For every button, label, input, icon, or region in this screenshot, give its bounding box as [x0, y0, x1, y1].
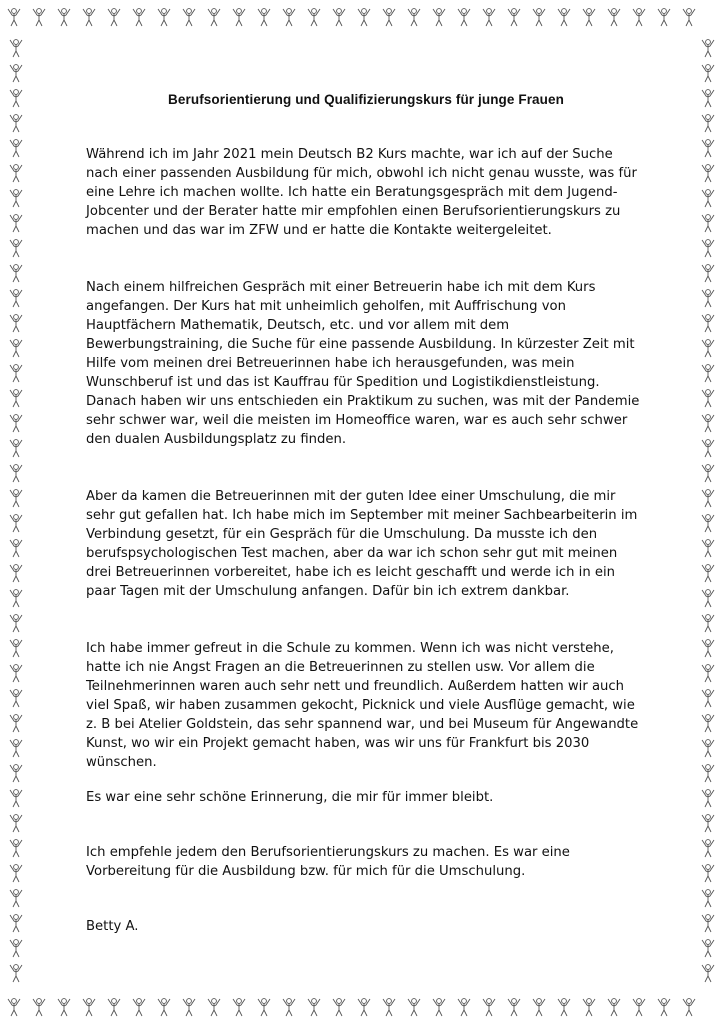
cheering-figure-icon: [702, 165, 714, 182]
cheering-figure-icon: [583, 999, 595, 1016]
cheering-figure-icon: [10, 865, 22, 882]
cheering-figure-icon: [702, 615, 714, 632]
cheering-figure-icon: [702, 115, 714, 132]
cheering-figure-icon: [10, 40, 22, 57]
cheering-figure-icon: [702, 490, 714, 507]
cheering-figure-icon: [702, 215, 714, 232]
cheering-figure-icon: [583, 9, 595, 26]
cheering-figure-icon: [10, 265, 22, 282]
cheering-figure-icon: [10, 615, 22, 632]
cheering-figure-icon: [183, 999, 195, 1016]
cheering-figure-icon: [702, 365, 714, 382]
cheering-figure-icon: [0, 0, 724, 34]
cheering-figure-icon: [10, 790, 22, 807]
cheering-figure-icon: [183, 9, 195, 26]
cheering-figure-icon: [10, 390, 22, 407]
cheering-figure-icon: [83, 999, 95, 1016]
cheering-figure-icon: [702, 765, 714, 782]
cheering-figure-icon: [10, 840, 22, 857]
cheering-figure-icon: [702, 540, 714, 557]
cheering-figure-icon: [83, 9, 95, 26]
cheering-figure-icon: [508, 999, 520, 1016]
cheering-figure-icon: [533, 9, 545, 26]
cheering-figure-icon: [10, 465, 22, 482]
cheering-figure-icon: [333, 999, 345, 1016]
cheering-figure-icon: [633, 9, 645, 26]
cheering-figure-icon: [10, 715, 22, 732]
cheering-figure-icon: [333, 9, 345, 26]
cheering-figure-icon: [133, 999, 145, 1016]
cheering-figure-icon: [702, 290, 714, 307]
cheering-figure-icon: [10, 690, 22, 707]
cheering-figure-icon: [10, 90, 22, 107]
cheering-figure-icon: [108, 999, 120, 1016]
paragraph-6: Ich empfehle jedem den Berufsorientierungskurs zu machen. Es war eine Vorbereitung für die Ausbildung bzw. für mich für die Umschulung.: [86, 845, 570, 879]
cheering-figure-icon: [10, 915, 22, 932]
cheering-figure-icon: [10, 215, 22, 232]
cheering-figure-icon: [702, 415, 714, 432]
cheering-figure-icon: [408, 9, 420, 26]
cheering-figure-icon: [702, 940, 714, 957]
cheering-figure-icon: [10, 190, 22, 207]
cheering-figure-icon: [208, 9, 220, 26]
cheering-figure-icon: [58, 999, 70, 1016]
cheering-figure-icon: [533, 999, 545, 1016]
cheering-figure-icon: [33, 999, 45, 1016]
cheering-figure-icon: [33, 9, 45, 26]
cheering-figure-icon: [10, 940, 22, 957]
paragraph-2: Nach einem hilfreichen Gespräch mit einer Betreuerin habe ich mit dem Kurs angefangen. Der Kurs hat mit unheimlich geholfen, mit Auffrischung von Hauptfächern Mathematik, Deutsch, etc. und vor allem mit dem Bewerbungstraining, die Suche für eine passende Ausbildung. In kürzester Zeit mit Hilfe vom meinen drei Betreuerinnen habe ich herausgefunden, was mein Wunschberuf ist und das ist Kauffrau für Spedition und Logistikdienstleistung. Danach haben wir uns entschieden ein Praktikum zu suchen, was mit der Pandemie sehr schwer war, weil die meisten im Homeoffice waren, war es auch sehr schwer den dualen Ausbildungsplatz zu finden.: [86, 280, 640, 447]
cheering-figure-icon: [10, 365, 22, 382]
cheering-figure-icon: [702, 690, 714, 707]
cheering-figure-icon: [658, 999, 670, 1016]
cheering-figure-icon: [702, 65, 714, 82]
cheering-figure-icon: [702, 815, 714, 832]
cheering-figure-icon: [508, 9, 520, 26]
page-border-right: [690, 0, 724, 1024]
cheering-figure-icon: [10, 315, 22, 332]
cheering-figure-icon: [702, 590, 714, 607]
cheering-figure-icon: [408, 999, 420, 1016]
cheering-figure-icon: [483, 9, 495, 26]
paragraph-3: Aber da kamen die Betreuerinnen mit der guten Idee einer Umschulung, die mir sehr gut gefallen hat. Ich habe mich im September mit meiner Sachbearbeiterin im Verbindung gesetzt, für ein Gespräch für die Umschulung. Da musste ich den berufspsychologischen Test machen, aber da war ich schon sehr gut mit meinen drei Betreuerinnen vorbereitet, habe ich es leicht geschafft und werde ich in ein paar Tagen mit der Umschulung anfangen. Dafür bin ich extrem dankbar.: [86, 489, 638, 599]
cheering-figure-icon: [10, 540, 22, 557]
page-border-bottom: [0, 990, 724, 1024]
cheering-figure-icon: [608, 999, 620, 1016]
cheering-figure-icon: [10, 590, 22, 607]
cheering-figure-icon: [702, 715, 714, 732]
cheering-figure-icon: [702, 790, 714, 807]
cheering-figure-icon: [10, 240, 22, 257]
cheering-figure-icon: [483, 999, 495, 1016]
cheering-figure-icon: [10, 640, 22, 657]
cheering-figure-icon: [702, 190, 714, 207]
cheering-figure-icon: [10, 440, 22, 457]
cheering-figure-icon: [283, 9, 295, 26]
cheering-figure-icon: [158, 999, 170, 1016]
cheering-figure-icon: [10, 765, 22, 782]
cheering-figure-icon: [702, 840, 714, 857]
cheering-figure-icon: [702, 515, 714, 532]
cheering-figure-icon: [558, 999, 570, 1016]
cheering-figure-icon: [233, 9, 245, 26]
page-border-left: [0, 0, 34, 1024]
cheering-figure-icon: [702, 865, 714, 882]
page-title: Berufsorientierung und Qualifizierungskurs für junge Frauen: [168, 92, 564, 107]
cheering-figure-icon: [702, 565, 714, 582]
cheering-figure-icon: [283, 999, 295, 1016]
cheering-figure-icon: [702, 890, 714, 907]
cheering-figure-icon: [10, 965, 22, 982]
cheering-figure-icon: [702, 965, 714, 982]
cheering-figure-icon: [258, 999, 270, 1016]
cheering-figure-icon: [702, 315, 714, 332]
cheering-figure-icon: [10, 115, 22, 132]
cheering-figure-icon: [308, 999, 320, 1016]
cheering-figure-icon: [383, 999, 395, 1016]
document-body: [86, 82, 646, 936]
cheering-figure-icon: [702, 915, 714, 932]
cheering-figure-icon: [383, 9, 395, 26]
signature: Betty A.: [86, 919, 139, 934]
cheering-figure-icon: [10, 490, 22, 507]
cheering-figure-icon: [10, 740, 22, 757]
cheering-figure-icon: [702, 240, 714, 257]
cheering-figure-icon: [358, 999, 370, 1016]
cheering-figure-icon: [658, 9, 670, 26]
cheering-figure-icon: [702, 140, 714, 157]
cheering-figure-icon: [433, 9, 445, 26]
cheering-figure-icon: [558, 9, 570, 26]
cheering-figure-icon: [702, 40, 714, 57]
cheering-figure-icon: [702, 390, 714, 407]
cheering-figure-icon: [702, 340, 714, 357]
cheering-figure-icon: [10, 165, 22, 182]
paragraph-1: Während ich im Jahr 2021 mein Deutsch B2 Kurs machte, war ich auf der Suche nach einer passenden Ausbildung für mich, obwohl ich nicht genau wusste, was für eine Lehre ich machen wollte. Ich hatte ein Beratungsgespräch mit dem Jugend-Jobcenter und der Berater hatte mir empfohlen einen Berufsorientierungskurs zu machen und das war im ZFW und er hatte die Kontakte weitergeleitet.: [86, 147, 637, 238]
cheering-figure-icon: [0, 0, 34, 1024]
cheering-figure-icon: [702, 265, 714, 282]
cheering-figure-icon: [208, 999, 220, 1016]
cheering-figure-icon: [702, 465, 714, 482]
cheering-figure-icon: [10, 340, 22, 357]
cheering-figure-icon: [158, 9, 170, 26]
cheering-figure-icon: [690, 0, 724, 1024]
cheering-figure-icon: [702, 640, 714, 657]
cheering-figure-icon: [308, 9, 320, 26]
page-border-top: [0, 0, 724, 34]
paragraph-4: Ich habe immer gefreut in die Schule zu kommen. Wenn ich was nicht verstehe, hatte ich nie Angst Fragen an die Betreuerinnen zu stellen usw. Vor allem die Teilnehmerinnen waren auch sehr nett und freundlich. Außerdem hatten wir auch viel Spaß, wir haben zusammen gekocht, Picknick und viele Ausflüge gemacht, wie z. B bei Atelier Goldstein, das sehr spannend war, und bei Museum für Angewandte Kunst, wo wir ein Projekt gemacht haben, was wir uns für Frankfurt bis 2030 wünschen.: [86, 641, 639, 770]
cheering-figure-icon: [702, 90, 714, 107]
cheering-figure-icon: [458, 9, 470, 26]
cheering-figure-icon: [702, 440, 714, 457]
cheering-figure-icon: [458, 999, 470, 1016]
cheering-figure-icon: [608, 9, 620, 26]
cheering-figure-icon: [10, 290, 22, 307]
cheering-figure-icon: [433, 999, 445, 1016]
cheering-figure-icon: [58, 9, 70, 26]
cheering-figure-icon: [10, 515, 22, 532]
cheering-figure-icon: [358, 9, 370, 26]
cheering-figure-icon: [10, 140, 22, 157]
cheering-figure-icon: [702, 665, 714, 682]
cheering-figure-icon: [233, 999, 245, 1016]
cheering-figure-icon: [10, 665, 22, 682]
paragraph-5: Es war eine sehr schöne Erinnerung, die mir für immer bleibt.: [86, 790, 494, 805]
cheering-figure-icon: [633, 999, 645, 1016]
cheering-figure-icon: [10, 815, 22, 832]
cheering-figure-icon: [133, 9, 145, 26]
cheering-figure-icon: [10, 565, 22, 582]
cheering-figure-icon: [702, 740, 714, 757]
cheering-figure-icon: [108, 9, 120, 26]
cheering-figure-icon: [10, 65, 22, 82]
cheering-figure-icon: [10, 415, 22, 432]
cheering-figure-icon: [10, 890, 22, 907]
cheering-figure-icon: [258, 9, 270, 26]
cheering-figure-icon: [0, 990, 724, 1024]
